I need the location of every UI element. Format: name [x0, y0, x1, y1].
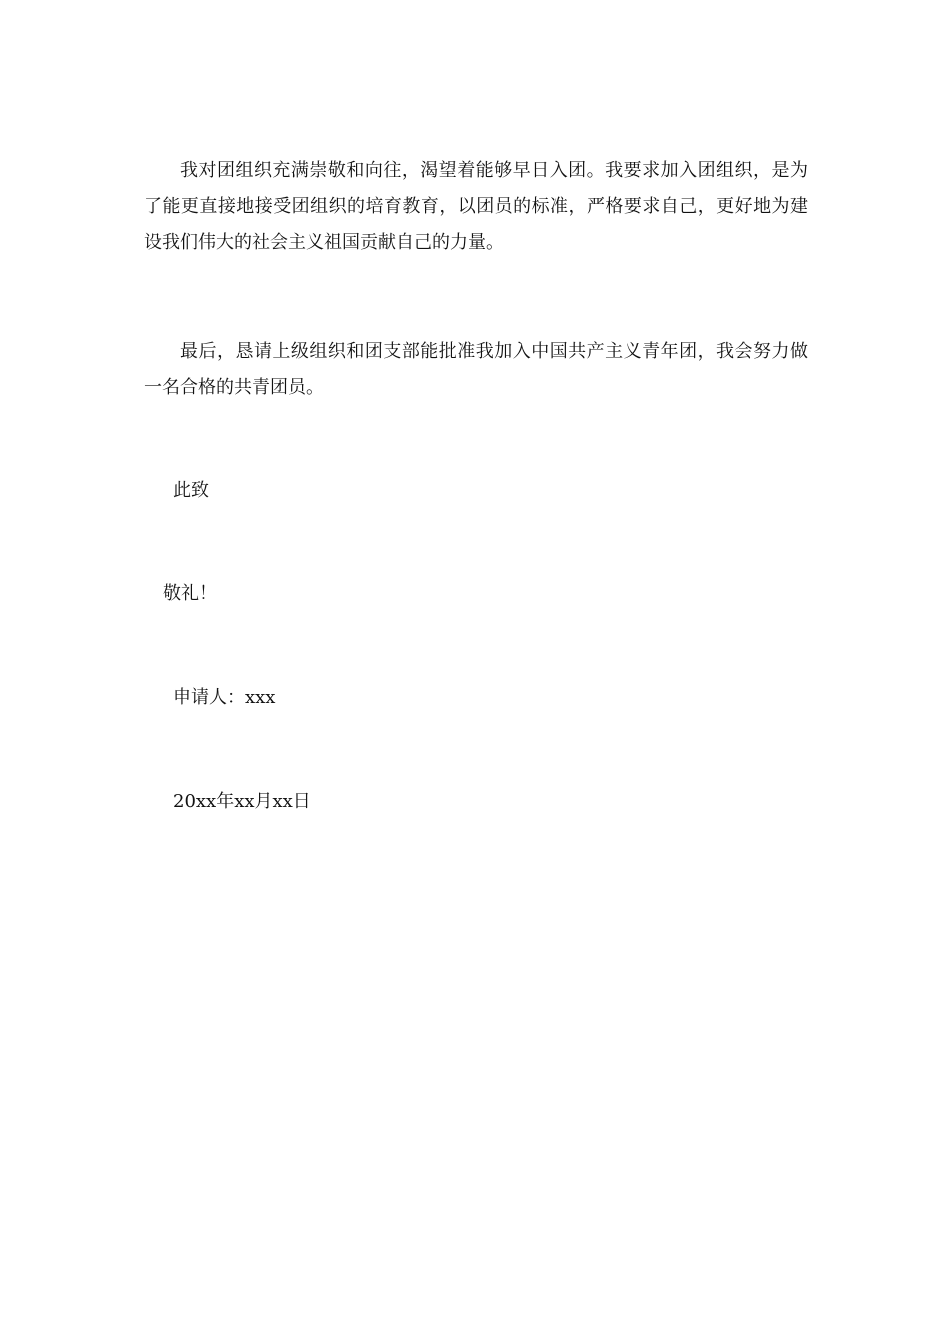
- paragraph-text: 我对团组织充满崇敬和向往，渴望着能够早日入团。我要求加入团组织，是为了能更直接地接受团组织的培育教育，以团员的标准，严格要求自己，更好地为建设我们伟大的社会主义祖国贡献自己的力量。: [144, 160, 808, 253]
- closing-salutation-2: 敬礼！: [163, 583, 217, 604]
- body-paragraph-2: [144, 334, 808, 406]
- applicant-signature-line: 申请人：xxx: [173, 687, 276, 708]
- date-line: 20xx年xx月xx日: [173, 791, 311, 812]
- paragraph-text: 最后，恳请上级组织和团支部能批准我加入中国共产主义青年团，我会努力做一名合格的共青团员。: [144, 341, 808, 398]
- body-paragraph-1: [144, 153, 808, 261]
- closing-salutation-1: 此致: [173, 480, 209, 501]
